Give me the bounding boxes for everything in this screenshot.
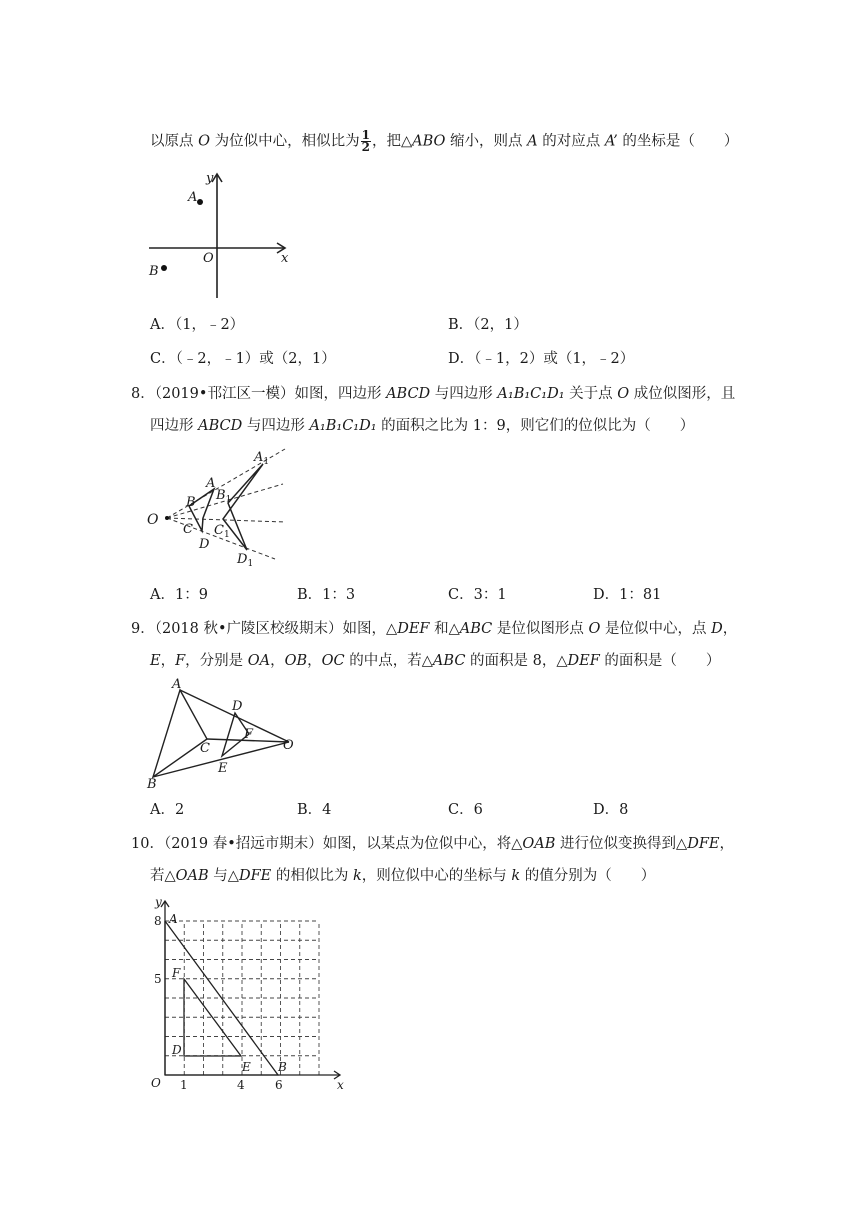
q7-point-b xyxy=(161,265,167,271)
q10-label-e: E xyxy=(242,1060,251,1074)
q8-option-b[interactable]: B．1：3 xyxy=(297,587,356,603)
q10-tick-x4: 4 xyxy=(237,1078,245,1092)
q10-number: 10． xyxy=(131,836,164,852)
q8-label-d1: $D_1$ xyxy=(237,552,254,569)
q7-stem: 以原点 O 为位似中心，相似比为 $\frac{1}{2}$ ，把△ABO 缩小，则点 A 的对应点 A’ 的坐标是（ ） xyxy=(150,128,739,154)
q10-label-a: A xyxy=(169,912,178,926)
q9-source: （2018 秋•广陵区校级期末） xyxy=(154,621,343,637)
q10-figure xyxy=(145,895,350,1090)
q8-label-b: B xyxy=(186,495,196,510)
q8-label-d: D xyxy=(199,537,210,552)
q8-label-a1: $A_1$ xyxy=(254,450,270,467)
q10-label-y: y xyxy=(155,895,162,909)
q8-number: 8． xyxy=(131,386,155,402)
q9-label-c: C xyxy=(200,741,210,756)
q8-point-o xyxy=(165,516,169,520)
q10-stem-line1: 10．（2019 春•招远市期末）如图，以某点为位似中心，将△OAB 进行位似变换得到△DFE， xyxy=(131,836,734,852)
q8-label-c: C xyxy=(183,522,193,537)
q7-figure xyxy=(145,168,295,303)
q8-stem-line1: 8．（2019•邗江区一模）如图，四边形 ABCD 与四边形 A₁B₁C₁D₁ 关于点 O 成位似图形，且 xyxy=(131,386,736,402)
q8-option-d[interactable]: D．1：81 xyxy=(593,587,662,603)
q7-option-c[interactable]: C．（﹣2，﹣1）或（2，1） xyxy=(150,351,336,367)
q8-option-a[interactable]: A．1：9 xyxy=(150,587,208,603)
q10-label-d: D xyxy=(172,1043,182,1057)
q7-label-x: x xyxy=(281,251,289,266)
q7-label-o: O xyxy=(203,251,214,266)
q8-label-o: O xyxy=(147,512,159,528)
q10-source: （2019 春•招远市期末） xyxy=(163,836,323,852)
q9-segment-oa xyxy=(180,690,289,742)
q9-option-d[interactable]: D．8 xyxy=(593,802,629,818)
q10-tick-y8: 8 xyxy=(154,914,162,928)
ratio-fraction: $\frac{1}{2}$ xyxy=(361,128,370,154)
q9-triangle-abc xyxy=(153,690,207,777)
q10-tick-x1: 1 xyxy=(180,1078,188,1092)
q10-label-o: O xyxy=(151,1076,161,1090)
q9-stem-line1: 9．（2018 秋•广陵区校级期末）如图，△DEF 和△ABC 是位似图形点 O 是位似中心，点 D， xyxy=(131,621,738,637)
q7-option-a[interactable]: A．（1，﹣2） xyxy=(150,317,245,333)
q7-option-b[interactable]: B．（2，1） xyxy=(448,317,528,333)
q9-label-e: E xyxy=(218,761,228,776)
q9-label-a: A xyxy=(172,677,182,692)
q9-option-a[interactable]: A．2 xyxy=(150,802,185,818)
q9-label-b: B xyxy=(147,777,157,792)
q9-option-b[interactable]: B．4 xyxy=(297,802,332,818)
q8-label-a: A xyxy=(206,476,216,491)
q8-option-c[interactable]: C．3：1 xyxy=(448,587,507,603)
q9-figure xyxy=(145,676,305,791)
q10-label-x: x xyxy=(337,1078,344,1092)
q7-label-y: y xyxy=(206,171,214,186)
q8-label-b1: $B_1$ xyxy=(216,488,232,505)
q8-stem-line2: 四边形 ABCD 与四边形 A₁B₁C₁D₁ 的面积之比为 1：9，则它们的位似比为（ ） xyxy=(150,418,695,434)
q7-label-b: B xyxy=(149,264,159,279)
q10-label-f: F xyxy=(172,966,181,980)
q7-label-a: A xyxy=(188,190,198,205)
q10-stem-line2: 若△OAB 与△DFE 的相似比为 k，则位似中心的坐标与 k 的值分别为（ ） xyxy=(150,868,656,884)
q9-label-d: D xyxy=(232,699,243,714)
q10-tick-x6: 6 xyxy=(275,1078,283,1092)
q7-point-a xyxy=(197,199,203,205)
q10-label-b: B xyxy=(278,1060,287,1074)
q8-source: （2019•邗江区一模） xyxy=(154,386,295,402)
q9-number: 9． xyxy=(131,621,155,637)
q9-option-c[interactable]: C．6 xyxy=(448,802,483,818)
q10-tick-y5: 5 xyxy=(154,972,162,986)
q9-label-f: F xyxy=(244,727,254,742)
q8-label-c1: $C_1$ xyxy=(214,523,230,540)
q9-stem-line2: E，F，分别是 OA，OB，OC 的中点，若△ABC 的面积是 8，△DEF 的面积是（ ） xyxy=(150,653,721,669)
q10-grid xyxy=(165,921,319,1075)
q8-figure xyxy=(145,447,295,572)
q7-option-d[interactable]: D．（﹣1，2）或（1，﹣2） xyxy=(448,351,635,367)
q10-triangle-dfe xyxy=(184,979,241,1056)
q9-label-o: O xyxy=(283,738,294,753)
